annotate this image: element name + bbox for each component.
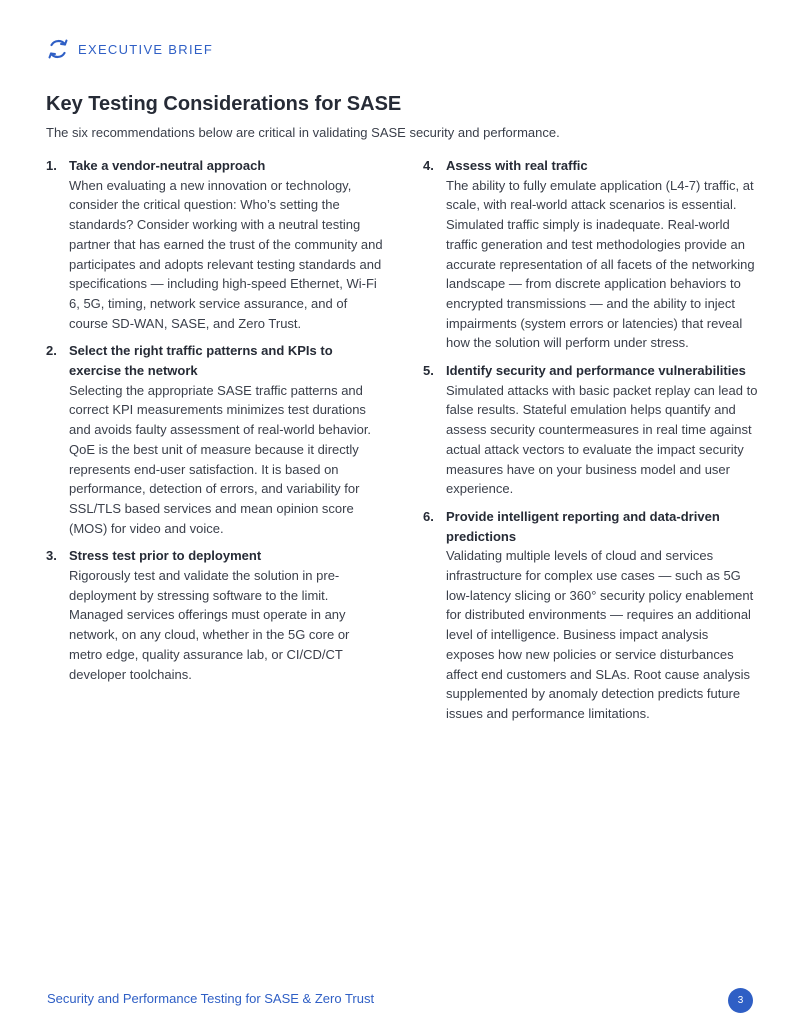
page-number-badge: 3 xyxy=(728,988,753,1013)
page-title: Key Testing Considerations for SASE xyxy=(46,93,402,115)
recommendation-item xyxy=(423,156,758,353)
left-column xyxy=(46,156,386,692)
recommendation-item xyxy=(46,546,386,684)
item-number: 2. xyxy=(46,343,57,359)
item-title: Identify security and performance vulnerabilities xyxy=(446,363,746,379)
circular-arrows-icon xyxy=(46,37,70,61)
item-body: Validating multiple levels of cloud and services infrastructure for complex use cases — such as 5G low-latency slicing or 360° security policy enablement for distributed environments — requires an additional level of intelligence. Business impact analysis exposes how new policies or service disturbances affect end customers and SLAs. Root cause analysis supplemented by anomaly detection predicts future issues and performance limitations. xyxy=(446,548,754,721)
right-column xyxy=(423,156,758,732)
intro-text: The six recommendations below are critical in validating SASE security and performance. xyxy=(46,125,560,140)
item-body: Simulated attacks with basic packet replay can lead to false results. Stateful emulation helps quantify and assess security countermeasures in real time against actual attack vectors to evaluate the impact security measures have on your business model and user experience. xyxy=(446,382,758,497)
recommendation-item xyxy=(423,507,758,724)
item-title: Take a vendor-neutral approach xyxy=(69,158,266,173)
footer-title: Security and Performance Testing for SASE & Zero Trust xyxy=(47,991,375,1006)
header-label: EXECUTIVE BRIEF xyxy=(78,41,214,57)
item-title: Assess with real traffic xyxy=(446,158,588,173)
item-number: 6. xyxy=(423,508,434,524)
item-title: Stress test prior to deployment xyxy=(69,548,262,564)
item-number: 3. xyxy=(46,548,57,564)
brand-header xyxy=(46,37,213,61)
recommendation-item xyxy=(46,341,386,538)
item-body: Rigorously test and validate the solution in pre-deployment by stressing software to the limit. Managed services offerings must operate in any network, on any cloud, whether in the 5G core or metro edge, quality assurance lab, or CI/CD/CT developer toolchains. xyxy=(69,568,350,682)
item-number: 4. xyxy=(423,158,434,173)
item-number: 1. xyxy=(46,158,57,173)
item-number: 5. xyxy=(423,363,434,379)
item-title: Select the right traffic patterns and KPIs to exercise the network xyxy=(69,343,333,379)
item-body: Selecting the appropriate SASE traffic patterns and correct KPI measurements minimizes test durations and avoids faulty assessment of real-world behavior. QoE is the best unit of measure because it directly represents end-user satisfaction. It is based on performance, detection of errors, and variability for SSL/TLS based services and mean opinion score (MOS) for video and voice. xyxy=(69,382,372,536)
item-body: When evaluating a new innovation or technology, consider the critical question: Who’s setting the standards? Consider working with a neutral testing partner that has earned the trust of the community and participates and adopts relevant testing standards and specifications — including high-speed Ethernet, Wi-Fi 6, 5G, timing, network service assurance, and of course SD-WAN, SASE, and Zero Trust. xyxy=(69,177,383,331)
recommendation-item xyxy=(46,156,386,333)
recommendation-item xyxy=(423,361,758,499)
item-body: The ability to fully emulate application (L4-7) traffic, at scale, with real-world attack scenarios is essential. Simulated traffic simply is inadequate. Real-world traffic generation and test methodologies provide an accurate representation of all facets of the networking landscape — from discrete application behaviors to encrypted transmissions — and the ability to inject impairments (system errors or latencies) that reveal how the solution will perform under stress. xyxy=(446,177,755,351)
item-title: Provide intelligent reporting and data-driven predictions xyxy=(446,508,720,544)
